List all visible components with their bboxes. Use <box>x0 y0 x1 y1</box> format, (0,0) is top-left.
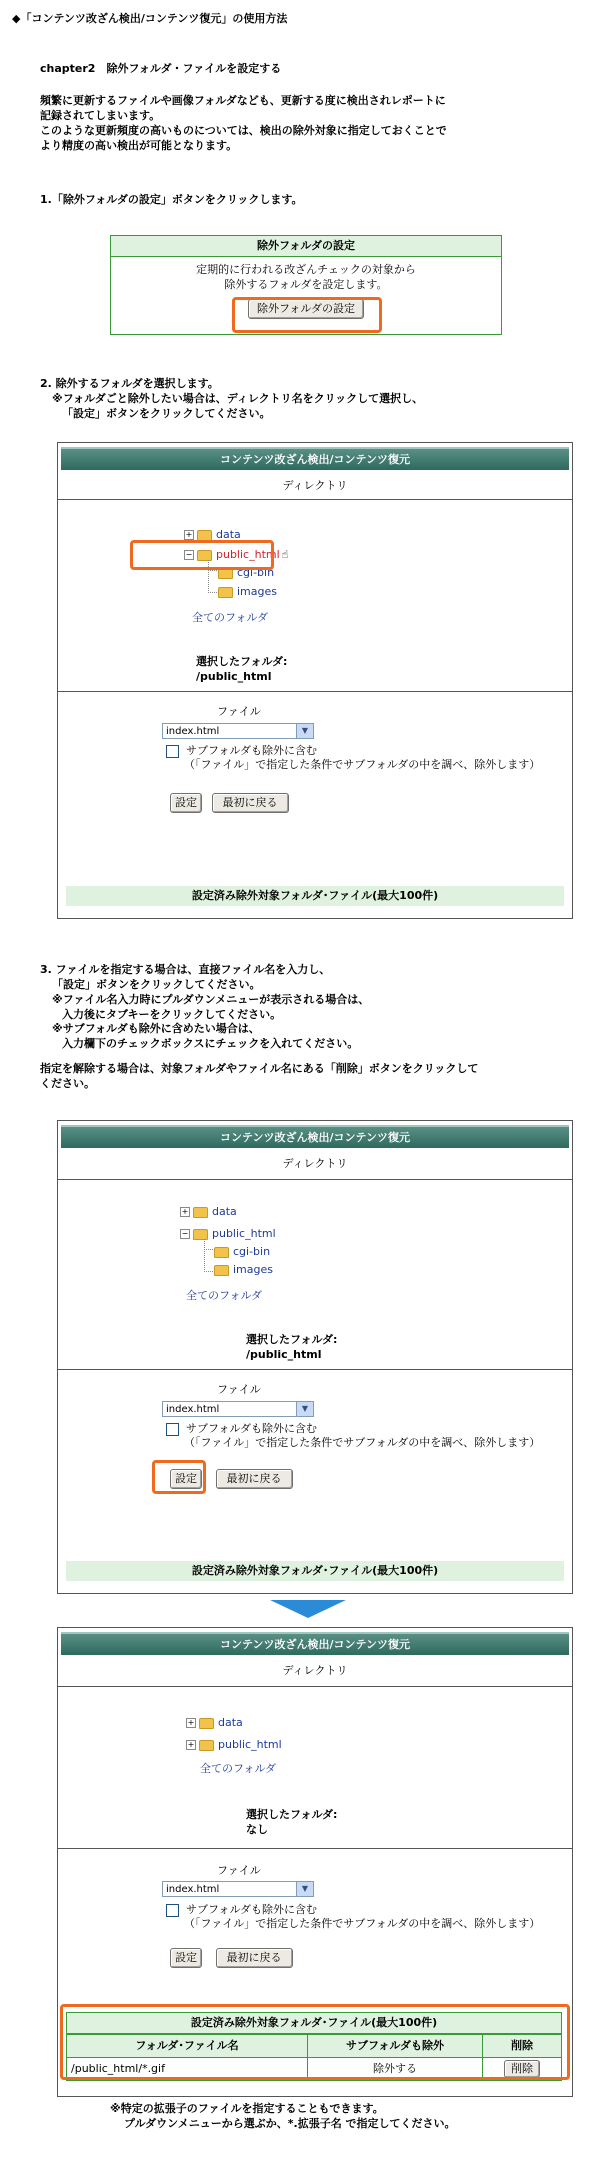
selected-folder-value: /public_html <box>246 1347 322 1361</box>
delete-button[interactable]: 削除 <box>504 2060 540 2078</box>
expand-icon[interactable]: + <box>181 1207 189 1216</box>
app-panel-3 <box>57 1627 573 2097</box>
reset-button[interactable]: 最初に戻る <box>212 793 289 813</box>
selected-folder-label: 選択したフォルダ: <box>246 1333 338 1346</box>
folder-icon <box>193 1207 208 1218</box>
step3-line: 入力後にタブキーをクリックしてください。 <box>62 1007 282 1021</box>
divider <box>58 1369 572 1370</box>
step3-line: 「設定」ボタンをクリックしてください。 <box>52 977 261 991</box>
intro-line: より精度の高い検出が可能となります。 <box>40 138 238 152</box>
set-button[interactable]: 設定 <box>170 1948 202 1968</box>
divider <box>58 1848 572 1849</box>
excluded-list-header: 設定済み除外対象フォルダ･ファイル(最大100件) <box>66 886 564 906</box>
file-label: ファイル <box>217 705 261 718</box>
tree-item-label: data <box>212 1205 237 1218</box>
excluded-path: /public_html/*.gif <box>67 2058 308 2081</box>
subfolder-label: サブフォルダも除外に含む <box>186 1422 318 1435</box>
folder-icon <box>199 1718 214 1729</box>
folder-icon <box>218 587 233 598</box>
file-input[interactable] <box>162 723 314 739</box>
directory-label: ディレクトリ <box>282 1664 348 1677</box>
step3-text <box>40 963 478 1092</box>
expand-icon[interactable]: + <box>187 1718 195 1727</box>
tree-item-label: cgi-bin <box>233 1245 271 1258</box>
highlight-frame <box>130 540 274 570</box>
subfolder-note: （「ファイル」で指定した条件でサブフォルダの中を調べ、除外します） <box>184 1436 541 1449</box>
directory-label: ディレクトリ <box>282 479 348 492</box>
tree-item-label: cgi-bin <box>237 566 275 579</box>
folder-icon <box>197 530 212 541</box>
column-header: 削除 <box>483 2035 562 2058</box>
tree-item-data[interactable] <box>186 1716 243 1731</box>
exclude-folder-box-desc-2: 除外するフォルダを設定します。 <box>224 277 388 291</box>
file-label: ファイル <box>217 1383 261 1396</box>
reset-button[interactable]: 最初に戻る <box>216 1469 293 1489</box>
chapter-heading: chapter2 除外フォルダ・ファイルを設定する <box>40 62 282 75</box>
tree-item-images[interactable] <box>218 585 277 600</box>
column-header: フォルダ･ファイル名 <box>67 2035 308 2058</box>
all-folders-link[interactable]: 全てのフォルダ <box>192 611 269 624</box>
file-input-value: index.html <box>166 1404 220 1415</box>
expand-icon[interactable]: + <box>187 1740 195 1749</box>
step3-line: 指定を解除する場合は、対象フォルダやファイル名にある「削除」ボタンをクリックして <box>40 1062 479 1076</box>
step2-text <box>40 377 423 422</box>
folder-icon <box>214 1247 229 1258</box>
selected-folder <box>246 1808 337 1838</box>
directory-label: ディレクトリ <box>282 1157 348 1170</box>
file-input-value: index.html <box>166 1884 220 1895</box>
tree-item-cgi-bin[interactable] <box>214 1245 270 1260</box>
chevron-down-icon[interactable]: ▼ <box>296 724 313 738</box>
set-button[interactable]: 設定 <box>170 793 202 813</box>
bottom-note <box>110 2102 456 2132</box>
divider <box>58 499 572 500</box>
collapse-icon[interactable]: − <box>185 550 193 559</box>
step3-line: 3. ファイルを指定する場合は、直接ファイル名を入力し、 <box>40 963 331 976</box>
app-panel-1 <box>57 442 573 919</box>
tree-item-label: images <box>237 585 277 598</box>
step2-line: 「設定」ボタンをクリックしてください。 <box>62 406 271 420</box>
subfolder-checkbox[interactable] <box>166 745 179 758</box>
folder-open-icon <box>193 1229 208 1240</box>
column-header: サブフォルダも除外 <box>308 2035 483 2058</box>
bottom-note-line: ※特定の拡張子のファイルを指定することもできます。 <box>110 2102 384 2115</box>
highlight-frame <box>60 2004 570 2080</box>
intro-line: このような更新頻度の高いものについては、検出の除外対象に指定しておくことで <box>40 123 447 137</box>
selected-folder-label: 選択したフォルダ: <box>196 655 288 668</box>
tree-item-public-html[interactable] <box>180 1227 276 1242</box>
tree-item-images[interactable] <box>214 1263 273 1278</box>
app-panel-2 <box>57 1120 573 1594</box>
selected-folder-value: なし <box>246 1822 268 1836</box>
tree-item-label: public_html <box>216 548 280 561</box>
step3-line: ※ファイル名入力時にプルダウンメニューが表示される場合は、 <box>52 992 370 1006</box>
reset-button[interactable]: 最初に戻る <box>216 1948 293 1968</box>
tree-item-label: images <box>233 1263 273 1276</box>
expand-icon[interactable]: + <box>185 530 193 539</box>
excluded-list-header: 設定済み除外対象フォルダ･ファイル(最大100件) <box>66 1561 564 1581</box>
file-label: ファイル <box>217 1864 261 1877</box>
all-folders-link[interactable]: 全てのフォルダ <box>186 1289 263 1302</box>
subfolder-label: サブフォルダも除外に含む <box>186 1903 318 1916</box>
subfolder-checkbox[interactable] <box>166 1904 179 1917</box>
step3-line: ※サブフォルダも除外に含めたい場合は、 <box>52 1022 260 1036</box>
highlight-frame <box>152 1460 206 1494</box>
panel-title: コンテンツ改ざん検出/コンテンツ復元 <box>61 447 569 470</box>
exclude-folder-settings-button[interactable]: 除外フォルダの設定 <box>248 299 364 319</box>
subfolder-note: （「ファイル」で指定した条件でサブフォルダの中を調べ、除外します） <box>184 1917 541 1930</box>
chevron-down-icon[interactable]: ▼ <box>296 1402 313 1416</box>
selected-folder <box>196 655 287 685</box>
cursor-hand-icon: ☝ <box>281 548 289 561</box>
step3-line: 入力欄下のチェックボックスにチェックを入れてください。 <box>62 1037 359 1051</box>
exclude-folder-box-title: 除外フォルダの設定 <box>111 236 501 257</box>
intro-line: 記録されてしまいます。 <box>40 108 161 122</box>
step2-line: 2. 除外するフォルダを選択します。 <box>40 377 219 390</box>
subfolder-checkbox[interactable] <box>166 1423 179 1436</box>
exclude-subfolder-value: 除外する <box>308 2058 483 2081</box>
tree-item-label: data <box>216 528 241 541</box>
divider <box>58 691 572 692</box>
step1-text: 1.「除外フォルダの設定」ボタンをクリックします。 <box>40 193 303 206</box>
tree-item-data[interactable] <box>180 1205 237 1220</box>
divider <box>58 1686 572 1687</box>
excluded-list-header: 設定済み除外対象フォルダ･ファイル(最大100件) <box>66 2012 562 2034</box>
bottom-note-line: プルダウンメニューから選ぶか、*.拡張子名 で指定してください。 <box>124 2116 456 2130</box>
folder-icon <box>214 1265 229 1276</box>
step2-line: ※フォルダごと除外したい場合は、ディレクトリ名をクリックして選択し、 <box>52 391 424 405</box>
tree-item-label: public_html <box>218 1738 282 1751</box>
step3-line: ください。 <box>40 1076 95 1090</box>
file-input[interactable] <box>162 1881 314 1897</box>
panel-title: コンテンツ改ざん検出/コンテンツ復元 <box>61 1125 569 1148</box>
intro-line: 頻繁に更新するファイルや画像フォルダなども、更新する度に検出されレポートに <box>40 94 446 107</box>
chevron-down-icon[interactable]: ▼ <box>296 1882 313 1896</box>
highlight-frame <box>232 297 382 333</box>
exclude-folder-box-desc-1: 定期的に行われる改ざんチェックの対象から <box>196 263 416 276</box>
subfolder-label: サブフォルダも除外に含む <box>186 744 318 757</box>
all-folders-link[interactable]: 全てのフォルダ <box>200 1762 277 1775</box>
subfolder-note: （「ファイル」で指定した条件でサブフォルダの中を調べ、除外します） <box>184 758 541 771</box>
tree-item-label: public_html <box>212 1227 276 1240</box>
intro-text <box>40 94 560 153</box>
set-button[interactable]: 設定 <box>170 1469 202 1489</box>
selected-folder-label: 選択したフォルダ: <box>246 1808 338 1821</box>
arrow-down-icon <box>270 1600 346 1618</box>
collapse-icon[interactable]: − <box>181 1229 189 1238</box>
tree-item-public-html[interactable] <box>186 1738 282 1753</box>
file-input-value: index.html <box>166 726 220 737</box>
folder-icon <box>199 1740 214 1751</box>
page-title: ◆「コンテンツ改ざん検出/コンテンツ復元」の使用方法 <box>12 12 288 25</box>
tree-item-label: data <box>218 1716 243 1729</box>
selected-folder-value: /public_html <box>196 669 272 683</box>
file-input[interactable] <box>162 1401 314 1417</box>
selected-folder <box>246 1333 337 1363</box>
divider <box>58 1179 572 1180</box>
panel-title: コンテンツ改ざん検出/コンテンツ復元 <box>61 1632 569 1655</box>
